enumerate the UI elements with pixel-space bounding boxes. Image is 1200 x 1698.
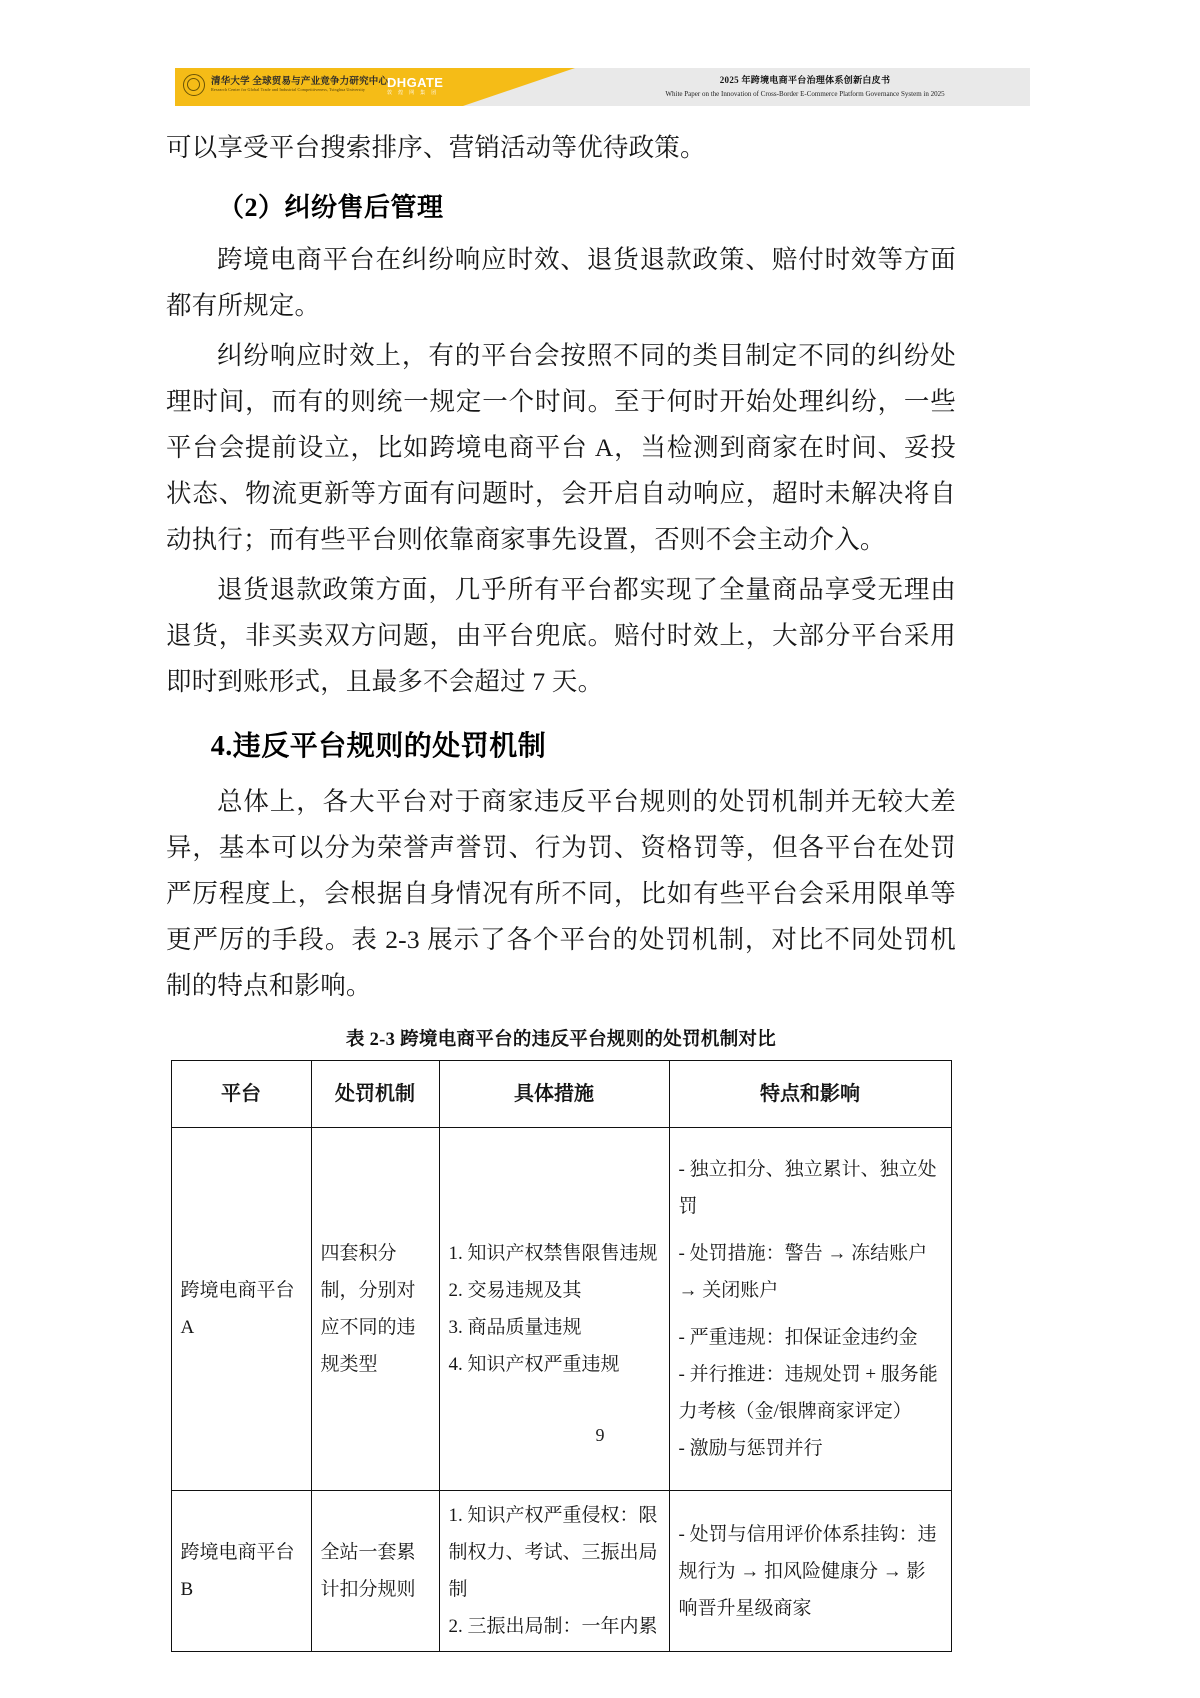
heading-penalty-mechanism: 4.违反平台规则的处罚机制	[210, 731, 547, 762]
org-name-cn: 清华大学 全球贸易与产业竞争力研究中心	[211, 77, 389, 88]
measure-item: 4. 知识产权严重违规	[448, 1354, 620, 1375]
platform-a-line2: A	[180, 1317, 195, 1338]
paragraph-dispute-intro: 跨境电商平台在纠纷响应时效、退货退款政策、赔付时效等方面都有所规定。	[166, 245, 956, 320]
page-header	[175, 68, 1030, 106]
cell-mechanism-a: 四套积分制，分别对应不同的违规类型	[311, 1128, 439, 1491]
page-number: 9	[595, 1425, 605, 1445]
header-org-block	[183, 74, 388, 96]
heading-dispute-after-sales: （2）纠纷售后管理	[218, 193, 444, 222]
effect-item: - 处罚措施：警告 → 冻结账户 → 关闭账户	[678, 1243, 928, 1301]
whitepaper-title-cn: 2025 年跨境电商平台治理体系创新白皮书	[719, 75, 891, 85]
header-title-block	[595, 73, 1015, 98]
effect-item: - 独立扣分、独立累计、独立处罚	[678, 1159, 937, 1217]
effect-item: - 并行推进：违规处罚 + 服务能力考核（金/银牌商家评定）	[678, 1364, 938, 1422]
cell-effects-b	[669, 1491, 951, 1652]
column-header-measures: 具体措施	[439, 1061, 669, 1128]
measure-item: 1. 知识产权严重侵权：限制权力、考试、三振出局制	[448, 1505, 658, 1600]
table-row	[171, 1491, 951, 1652]
paragraph-penalty-overview: 总体上，各大平台对于商家违反平台规则的处罚机制并无较大差异，基本可以分为荣誉声誉罚、行为罚、资格罚等，但各平台在处罚严厉程度上，会根据自身情况有所不同，比如有些平台会采用限单等更严厉的手段。表 2-3 展示了各个平台的处罚机制，对比不同处罚机制的特点和影响。	[166, 787, 956, 1000]
effect-item: - 严重违规：扣保证金违约金	[678, 1327, 918, 1348]
effect-item: - 处罚与信用评价体系挂钩：违规行为 → 扣风险健康分 → 影响晋升星级商家	[678, 1523, 937, 1619]
effect-item: - 激励与惩罚并行	[678, 1438, 823, 1459]
table-caption: 表 2-3 跨境电商平台的违反平台规则的处罚机制对比	[345, 1030, 777, 1050]
cell-mechanism-b: 全站一套累计扣分规则	[311, 1491, 439, 1652]
column-header-mechanism: 处罚机制	[311, 1061, 439, 1128]
org-names	[211, 77, 388, 93]
platform-a-line1: 跨境电商平台	[180, 1280, 295, 1301]
paragraph-dispute-response: 纠纷响应时效上，有的平台会按照不同的类目制定不同的纠纷处理时间，而有的则统一规定一个时间。至于何时开始处理纠纷，一些平台会提前设立，比如跨境电商平台 A，当检测到商家在时间、妥投状态、物流更新等方面有问题时，会开启自动响应，超时未解决将自动执行；而有些平台则依靠商家事先设置，否则不会主动介入。	[166, 341, 956, 554]
platform-b-line1: 跨境电商平台	[180, 1542, 295, 1563]
paragraph-continued: 可以享受平台搜索排序、营销活动等优待政策。	[166, 133, 706, 162]
measure-item: 2. 三振出局制：一年内累	[448, 1616, 658, 1637]
page-content	[166, 125, 956, 1652]
org-name-en: Research Center for Global Trade and Industrial Competitiveness, Tsinghua University	[211, 87, 366, 93]
whitepaper-title-en: White Paper on the Innovation of Cross-Border E-Commerce Platform Governance System in 2025	[665, 90, 945, 98]
measure-item: 2. 交易违规及其	[448, 1280, 582, 1301]
partner-logo-block	[387, 76, 443, 97]
measure-item: 3. 商品质量违规	[448, 1317, 582, 1338]
paragraph-refund-policy: 退货退款政策方面，几乎所有平台都实现了全量商品享受无理由退货，非买卖双方问题，由平台兜底。赔付时效上，大部分平台采用即时到账形式，且最多不会超过 7 天。	[166, 575, 956, 696]
tsinghua-seal-icon	[183, 74, 205, 96]
dhgate-sub-label: 敦 煌 网 集 团	[387, 91, 439, 97]
cell-measures-b	[439, 1491, 669, 1652]
column-header-effects: 特点和影响	[669, 1061, 951, 1128]
column-header-platform: 平台	[171, 1061, 311, 1128]
cell-platform-b	[171, 1491, 311, 1652]
platform-b-line2: B	[180, 1579, 194, 1600]
table-header-row	[171, 1061, 951, 1128]
dhgate-logo: DHGATE	[387, 75, 444, 90]
penalty-comparison-table	[171, 1060, 952, 1652]
measure-item: 1. 知识产权禁售限售违规	[448, 1243, 658, 1264]
